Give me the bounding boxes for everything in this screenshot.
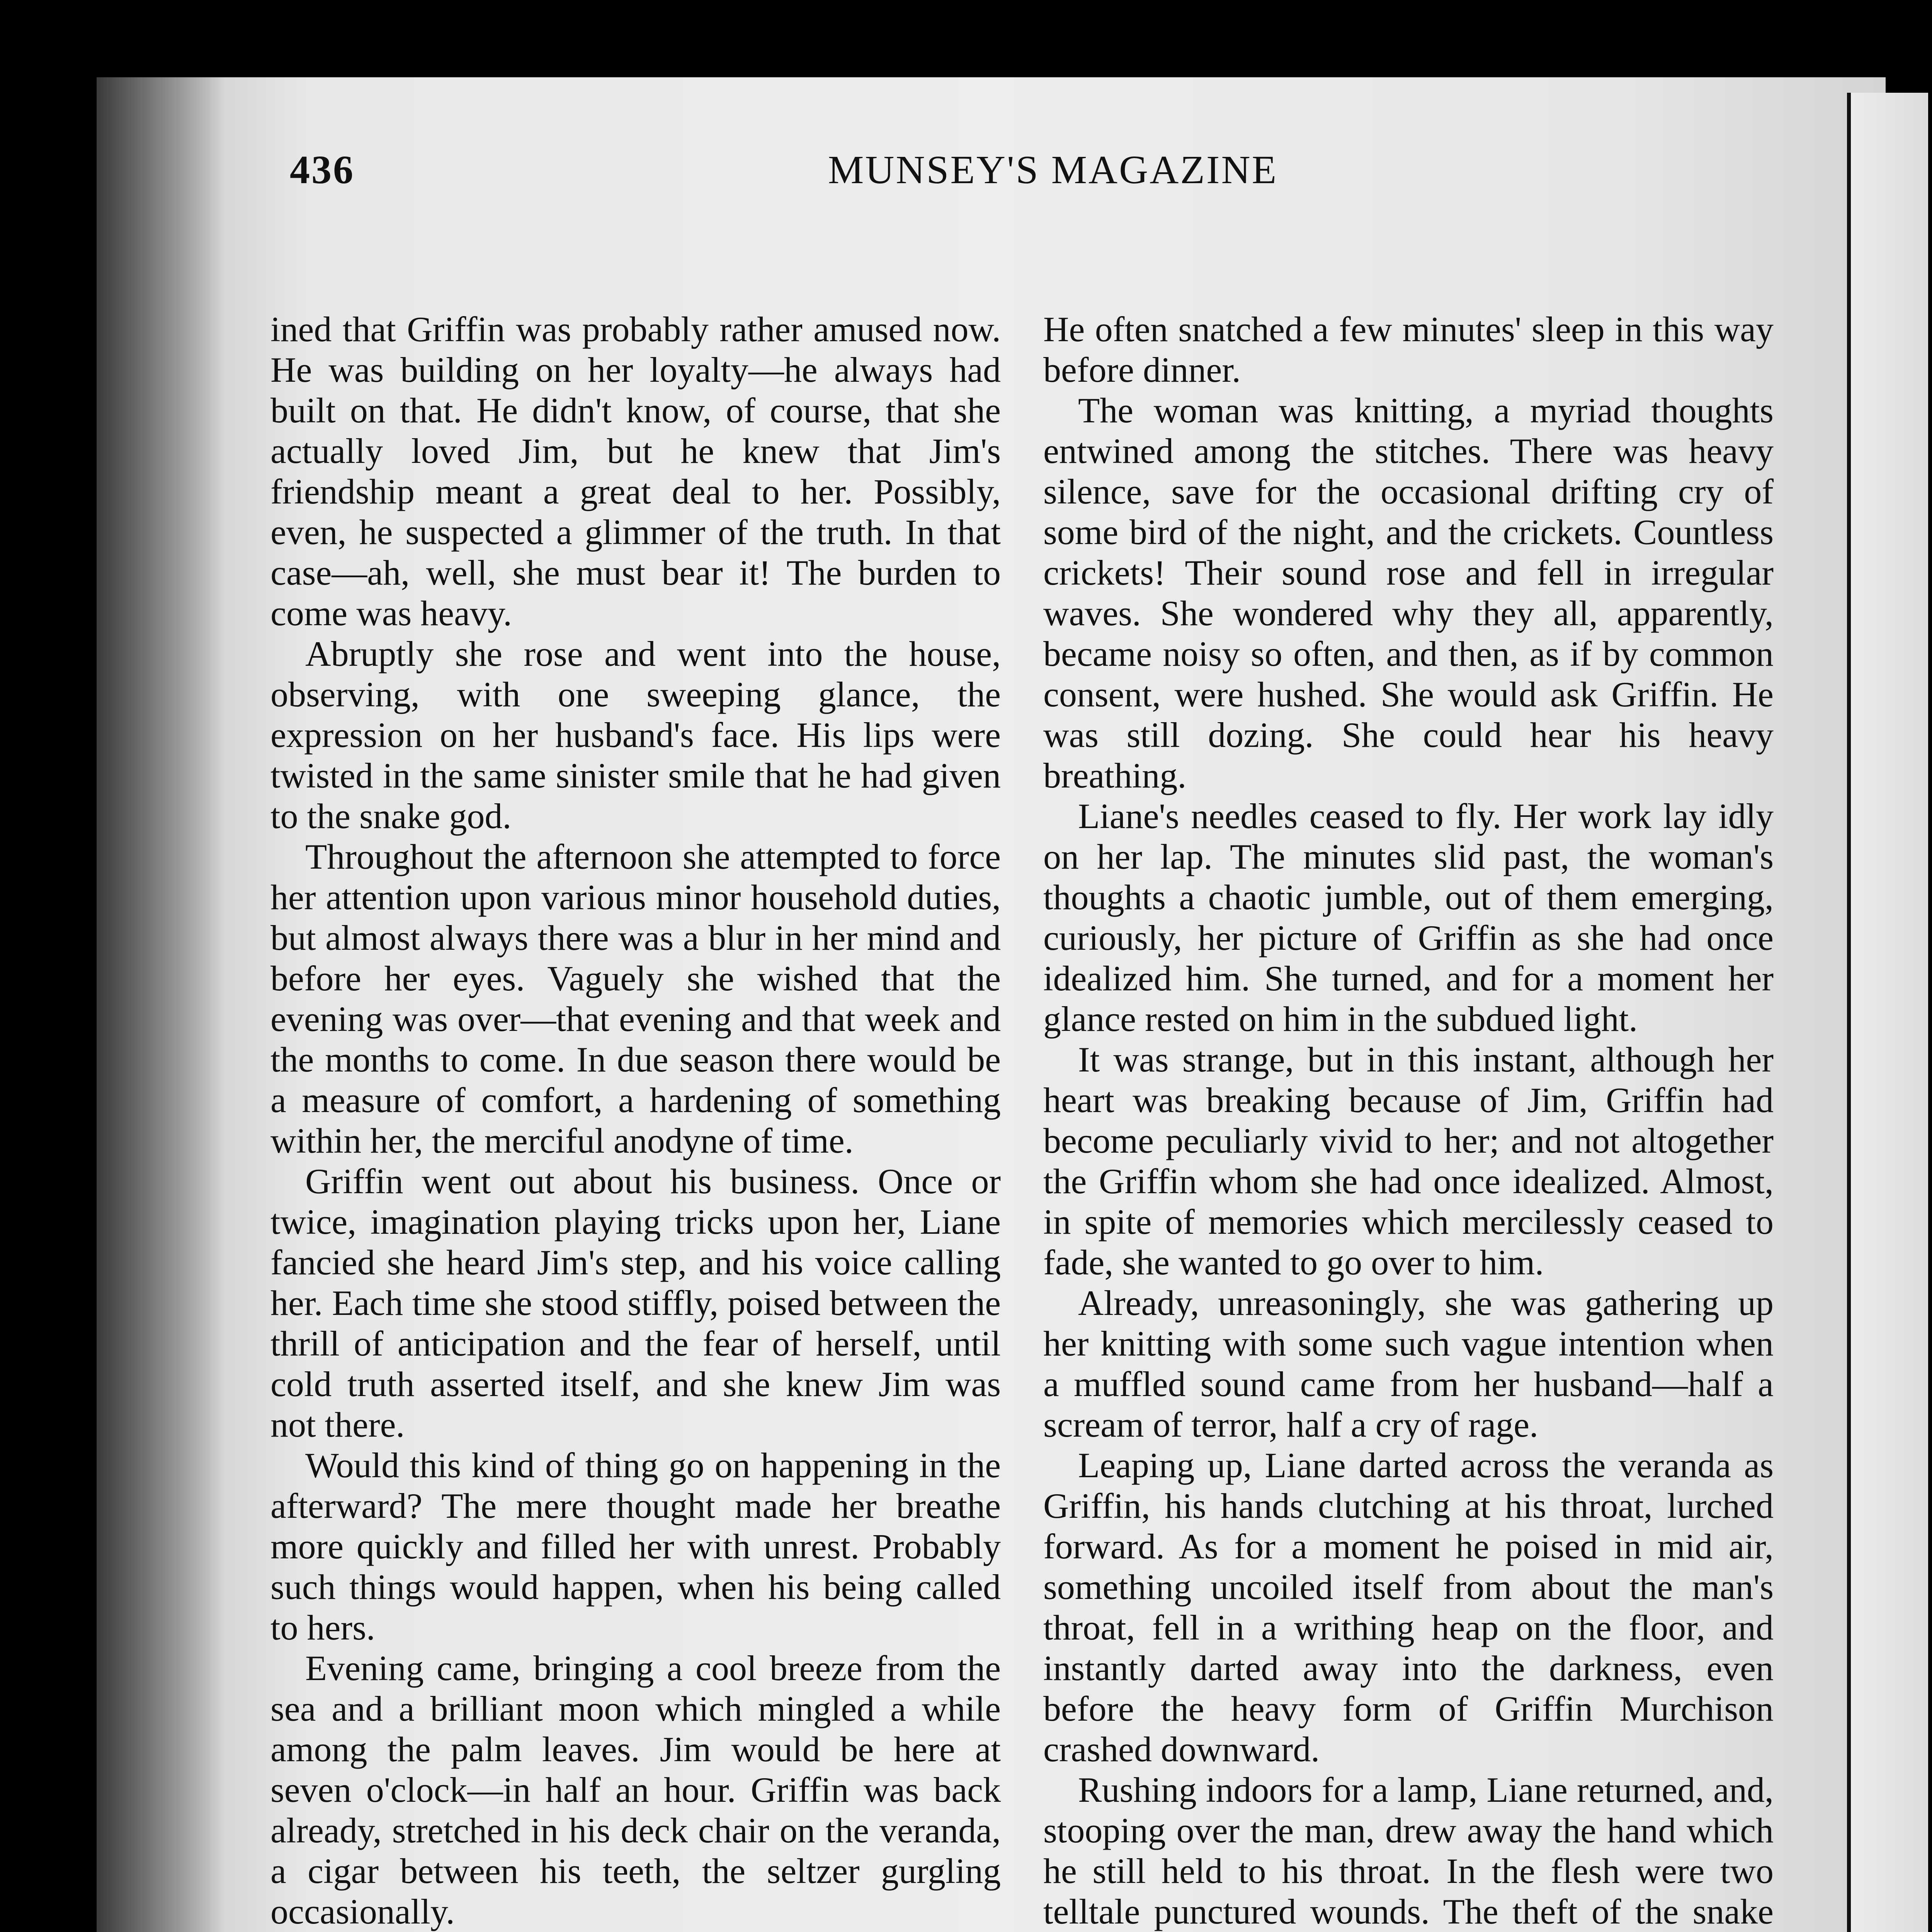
running-head <box>290 147 1816 197</box>
page-number: 436 <box>290 148 355 192</box>
paragraph: Abruptly she rose and went into the house, observing, with one sweeping glance, the expression on her husband's face. His lips were twisted in the same sinister smile that he had given to the snake god. <box>270 634 1001 836</box>
paragraph: Evening came, bringing a cool breeze from the sea and a brilliant moon which mingled a while among the palm leaves. Jim would be here at seven o'clock—in half an hour. Griffin was back already, stretched in his deck chair on the veranda, a cigar between his teeth, the seltzer gurgling occasionally. <box>270 1648 1001 1931</box>
page-gutter-shadow <box>97 77 224 1932</box>
facing-page-strip <box>1851 93 1928 1932</box>
paragraph: Already, unreasoningly, she was gathering up her knitting with some such vague intention when a muffled sound came from her husband—half a scream of terror, half a cry of rage. <box>1043 1283 1774 1444</box>
left-column <box>270 309 1001 1932</box>
magazine-title: MUNSEY'S MAGAZINE <box>828 148 1278 192</box>
paragraph: Rushing indoors for a lamp, Liane returned, and, stooping over the man, drew away the hand which he still held to his throat. In the flesh were two telltale punctured wounds. The theft of the snake <box>1043 1770 1774 1931</box>
paragraph: It was strange, but in this instant, although her heart was breaking because of Jim, Griffin had become peculiarly vivid to her; and not altogether the Griffin whom she had once idealized. Almost, in spite of memories which mercilessly ceased to fade, she wanted to go over to him. <box>1043 1040 1774 1282</box>
paragraph: The woman was knitting, a myriad thoughts entwined among the stitches. There was heavy silence, save for the occasional drifting cry of some bird of the night, and the crickets. Countless crickets! Their sound rose and fell in irregular waves. She wondered why they all, apparently, became noisy so often, and then, as if by common consent, were hushed. She would ask Griffin. He was still dozing. She could hear his heavy breathing. <box>1043 391 1774 795</box>
paragraph: Griffin went out about his business. Once or twice, imagination playing tricks upon her, Liane fancied she heard Jim's step, and his voice calling her. Each time she stood stiffly, poised between the thrill of anticipation and the fear of herself, until cold truth asserted itself, and she knew Jim was not there. <box>270 1162 1001 1444</box>
paragraph: Liane's needles ceased to fly. Her work lay idly on her lap. The minutes slid past, the woman's thoughts a chaotic jumble, out of them emerging, curiously, her picture of Griffin as she had once idealized him. She turned, and for a moment her glance rested on him in the subdued light. <box>1043 796 1774 1039</box>
paragraph: He often snatched a few minutes' sleep in this way before dinner. <box>1043 310 1774 389</box>
paragraph: ined that Griffin was probably rather amused now. He was building on her loyalty—he always had built on that. He didn't know, of course, that she actually loved Jim, but he knew that Jim's friendship meant a great deal to her. Possibly, even, he suspected a glimmer of the truth. In that case—ah, well, she must bear it! The burden to come was heavy. <box>270 310 1001 633</box>
paragraph: Throughout the afternoon she attempted to force her attention upon various minor household duties, but almost always there was a blur in her mind and before her eyes. Vaguely she wished that the evening was over—that evening and that week and the months to come. In due season there would be a measure of comfort, a hardening of something within her, the merciful anodyne of time. <box>270 837 1001 1160</box>
paragraph: Would this kind of thing go on happening in the afterward? The mere thought made her breathe more quickly and filled her with unrest. Probably such things would happen, when his being called to hers. <box>270 1446 1001 1647</box>
right-column <box>1043 309 1774 1932</box>
paragraph: Leaping up, Liane darted across the veranda as Griffin, his hands clutching at his throat, lurched forward. As for a moment he poised in mid air, something uncoiled itself from about the man's throat, fell in a writhing heap on the floor, and instantly darted away into the darkness, even before the heavy form of Griffin Murchison crashed downward. <box>1043 1446 1774 1769</box>
